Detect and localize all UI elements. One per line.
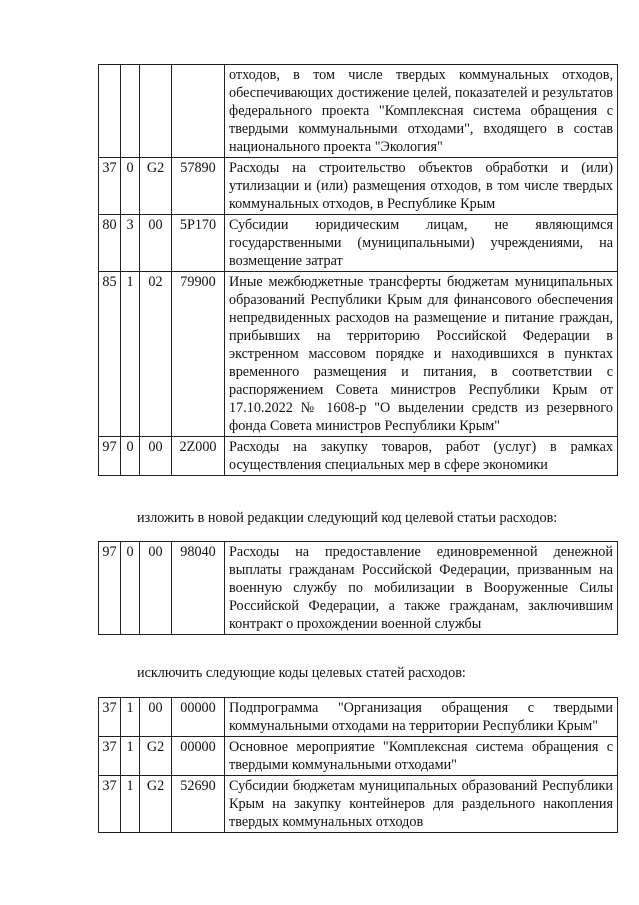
code-subprogram-cell: 1 — [121, 776, 140, 833]
instruction-new-edition: изложить в новой редакции следующий код целевой статьи расходов: — [137, 510, 558, 526]
code-event-cell: G2 — [140, 776, 172, 833]
code-event-cell: 00 — [140, 542, 172, 635]
code-direction-cell: 79900 — [172, 272, 225, 437]
code-event-cell: 00 — [140, 437, 172, 476]
code-program-cell: 37 — [99, 158, 121, 215]
description-cell: Расходы на строительство объектов обработки и (или) утилизации и (или) размещения отходов, в том числе твердых коммунальных отходов, в Республике Крым — [225, 158, 618, 215]
code-program-cell: 85 — [99, 272, 121, 437]
code-program-cell: 97 — [99, 437, 121, 476]
table-row — [99, 542, 618, 635]
table-row — [99, 158, 618, 215]
code-subprogram-cell: 1 — [121, 737, 140, 776]
code-program-cell: 97 — [99, 542, 121, 635]
budget-codes-table-excluded — [98, 697, 618, 833]
code-direction-cell — [172, 65, 225, 158]
code-event-cell — [140, 65, 172, 158]
code-subprogram-cell: 0 — [121, 158, 140, 215]
code-direction-cell: 00000 — [172, 698, 225, 737]
code-event-cell: G2 — [140, 737, 172, 776]
code-direction-cell: 52690 — [172, 776, 225, 833]
code-program-cell: 37 — [99, 698, 121, 737]
code-event-cell: 00 — [140, 698, 172, 737]
table-row — [99, 698, 618, 737]
budget-codes-table-continued — [98, 64, 618, 476]
code-event-cell: 00 — [140, 215, 172, 272]
table-row — [99, 65, 618, 158]
code-direction-cell: 98040 — [172, 542, 225, 635]
description-cell: Субсидии бюджетам муниципальных образований Республики Крым на закупку контейнеров для раздельного накопления твердых коммунальных отходов — [225, 776, 618, 833]
code-program-cell: 80 — [99, 215, 121, 272]
table-row — [99, 272, 618, 437]
code-subprogram-cell: 0 — [121, 542, 140, 635]
code-direction-cell: 2Z000 — [172, 437, 225, 476]
code-program-cell: 37 — [99, 776, 121, 833]
code-program-cell — [99, 65, 121, 158]
code-direction-cell: 57890 — [172, 158, 225, 215]
description-cell: Иные межбюджетные трансферты бюджетам муниципальных образований Республики Крым для финансового обеспечения непредвиденных расходов на размещение и питание граждан, прибывших на территорию Российской Федерации в экстренном массовом порядке и находившихся в пунктах временного размещения и питания, в соответствии с распоряжением Совета министров Республики Крым от 17.10.2022 № 1608-р "О выделении средств из резервного фонда Совета министров Республики Крым" — [225, 272, 618, 437]
code-subprogram-cell — [121, 65, 140, 158]
code-subprogram-cell: 1 — [121, 698, 140, 737]
budget-codes-table-new-edition — [98, 541, 618, 635]
code-subprogram-cell: 0 — [121, 437, 140, 476]
description-cell: Расходы на предоставление единовременной денежной выплаты гражданам Российской Федерации, призванным на военную службу по мобилизации в Вооруженные Силы Российской Федерации, а также гражданам, заключившим контракт о прохождении военной службы — [225, 542, 618, 635]
table-row — [99, 215, 618, 272]
description-cell: Подпрограмма "Организация обращения с твердыми коммунальными отходами на территории Республики Крым" — [225, 698, 618, 737]
code-subprogram-cell: 3 — [121, 215, 140, 272]
instruction-exclude: исключить следующие коды целевых статей расходов: — [137, 665, 466, 681]
table-row — [99, 776, 618, 833]
table-body — [99, 698, 618, 833]
description-cell: Субсидии юридическим лицам, не являющимся государственными (муниципальными) учреждениями, на возмещение затрат — [225, 215, 618, 272]
table-row — [99, 437, 618, 476]
table-row — [99, 737, 618, 776]
description-cell: Расходы на закупку товаров, работ (услуг) в рамках осуществления специальных мер в сфере экономики — [225, 437, 618, 476]
code-program-cell: 37 — [99, 737, 121, 776]
description-cell: отходов, в том числе твердых коммунальных отходов, обеспечивающих достижение целей, показателей и результатов федерального проекта "Комплексная система обращения с твердыми коммунальными отходами", входящего в состав национального проекта "Экология" — [225, 65, 618, 158]
code-event-cell: G2 — [140, 158, 172, 215]
description-cell: Основное мероприятие "Комплексная система обращения с твердыми коммунальными отходами" — [225, 737, 618, 776]
table-body — [99, 65, 618, 476]
code-direction-cell: 5Р170 — [172, 215, 225, 272]
code-direction-cell: 00000 — [172, 737, 225, 776]
code-subprogram-cell: 1 — [121, 272, 140, 437]
code-event-cell: 02 — [140, 272, 172, 437]
table-body — [99, 542, 618, 635]
